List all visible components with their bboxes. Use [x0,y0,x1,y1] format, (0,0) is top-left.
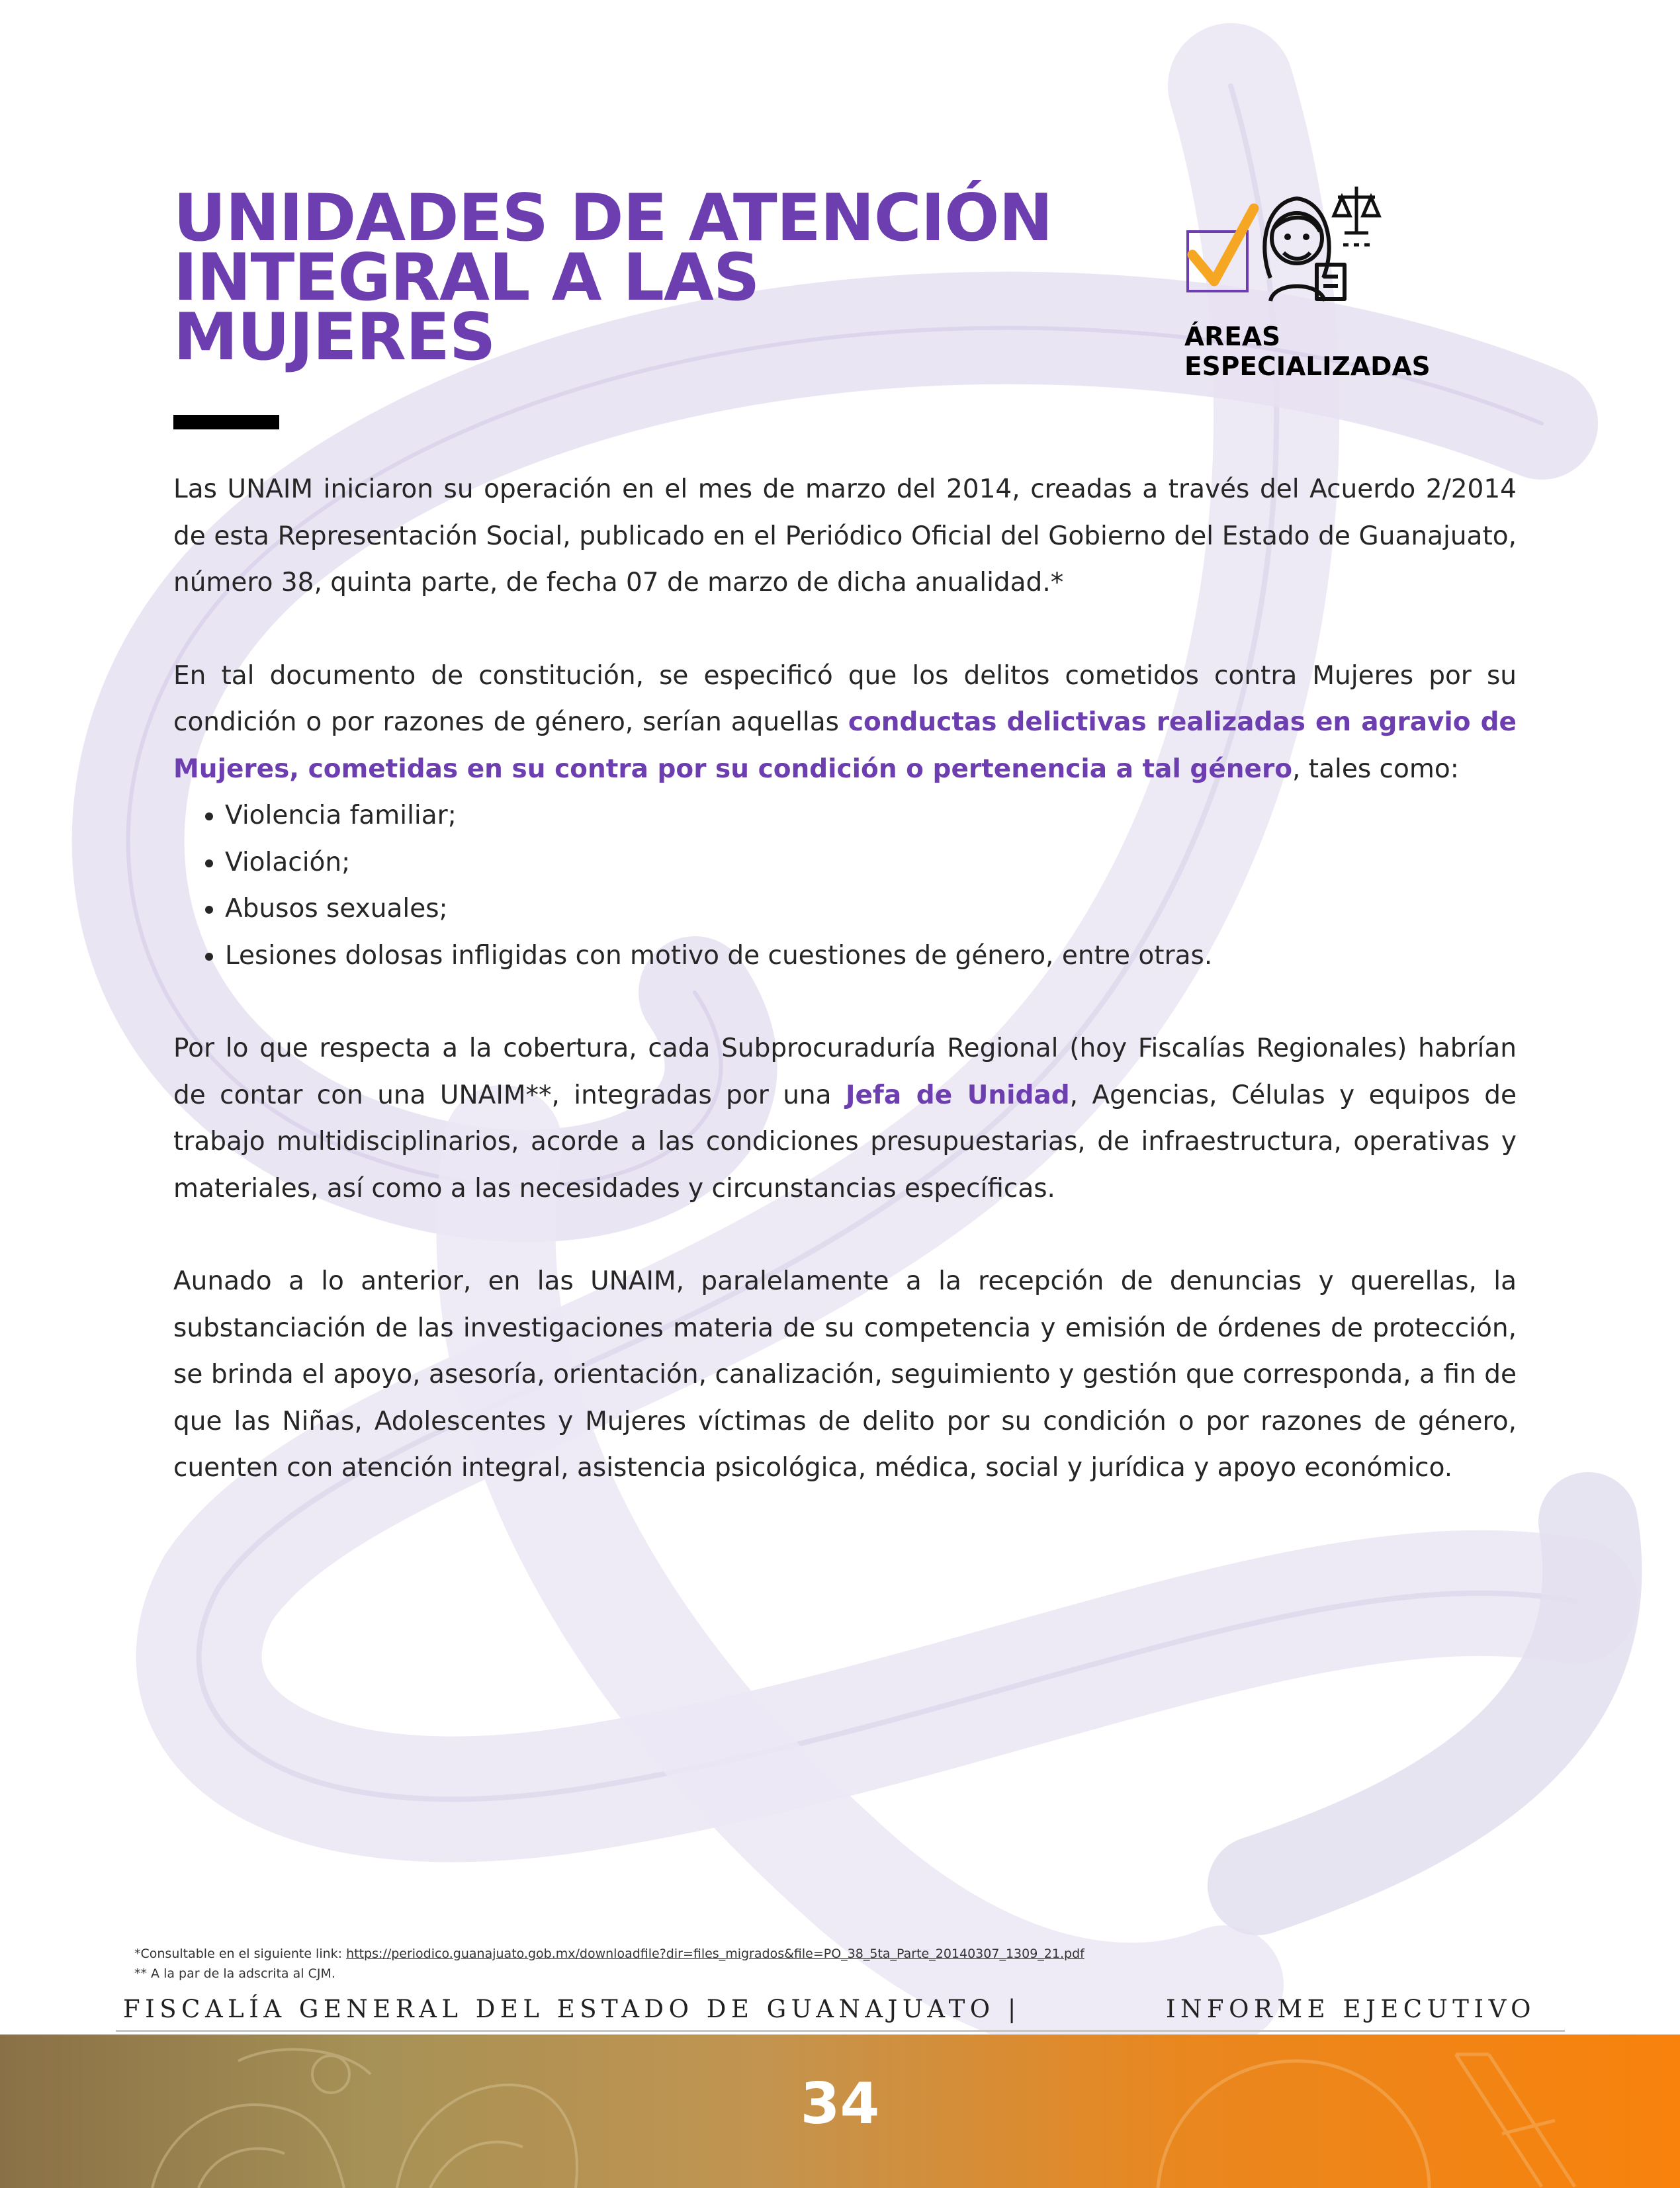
body-content [173,466,1517,1538]
footnote-link[interactable]: https://periodico.guanajuato.gob.mx/downloadfile?dir=files_migrados&file=PO_38_5ta_Parte_20140307_1309_21.pdf [346,1947,1084,1961]
list-item: • Violación; [225,840,1517,887]
paragraph-3 [173,1026,1517,1212]
badge-label: ÁREAS ESPECIALIZADAS [1184,322,1431,382]
paragraph-2-highlight: conductas delictivas realizadas en agravio de Mujeres, cometidas en su contra por su condición o pertenencia a tal género [173,707,1517,784]
paragraph-3-end: , Agencias, Células y equipos de trabajo multidisciplinarios, acorde a las condiciones presupuestarias, de infraestructura, operativas y materiales, así como a las necesidades y circunstancias específicas. [173,1080,1517,1203]
paragraph-2 [173,653,1517,793]
page-number: 34 [800,2071,880,2137]
checkbox-woman-justice-icon [1178,179,1396,304]
footer-divider [116,2030,1565,2032]
footer-institution: FISCALÍA GENERAL DEL ESTADO DE GUANAJUATO | [123,1995,1021,2023]
title-line-2: INTEGRAL A LAS [173,240,760,316]
list-item: • Abusos sexuales; [225,886,1517,933]
title-line-3: MUJERES [173,300,496,375]
paragraph-2-end: , tales como: [1292,754,1459,784]
paragraph-2-text: En tal documento de constitución, se especificó que los delitos cometidos contra Mujeres por su condición o por razones de género, serían aquellas [173,660,1517,737]
list-item: • Lesiones dolosas infligidas con motivo de cuestiones de género, entre otras. [225,933,1517,980]
footnotes [134,1944,1524,1984]
crime-list [173,793,1517,979]
page-title [173,181,1166,375]
paragraph-3-highlight: Jefa de Unidad [845,1080,1070,1110]
footer-report-title: INFORME EJECUTIVO [1165,1995,1536,2023]
footnote-1-text: *Consultable en el siguiente link: [134,1947,347,1961]
footnote-1 [134,1944,1524,1964]
paragraph-1: Las UNAIM iniciaron su operación en el mes de marzo del 2014, creadas a través del Acuerdo 2/2014 de esta Representación Social, publicado en el Periódico Oficial del Gobierno del Estado de Guanajuato, número 38, quinta parte, de fecha 07 de marzo de dicha anualidad.* [173,474,1517,597]
paragraph-3-text: Por lo que respecta a la cobertura, cada Subprocuraduría Regional (hoy Fiscalías Regionales) habrían de contar con una UNAIM**, integradas por una [173,1033,1517,1110]
title-line-1: UNIDADES DE ATENCIÓN [173,181,1053,256]
footnote-2: ** A la par de la adscrita al CJM. [134,1966,335,1981]
list-item: • Violencia familiar; [225,793,1517,840]
title-underline [173,415,279,429]
paragraph-4: Aunado a lo anterior, en las UNAIM, paralelamente a la recepción de denuncias y querellas, la substanciación de las investigaciones materia de su competencia y emisión de órdenes de protección, se brinda el apoyo, asesoría, orientación, canalización, seguimiento y gestión que corresponda, a fin de que las Niñas, Adolescentes y Mujeres víctimas de delito por su condición o por razones de género, cuenten con atención integral, asistencia psicológica, médica, social y jurídica y apoyo económico. [173,1266,1517,1483]
